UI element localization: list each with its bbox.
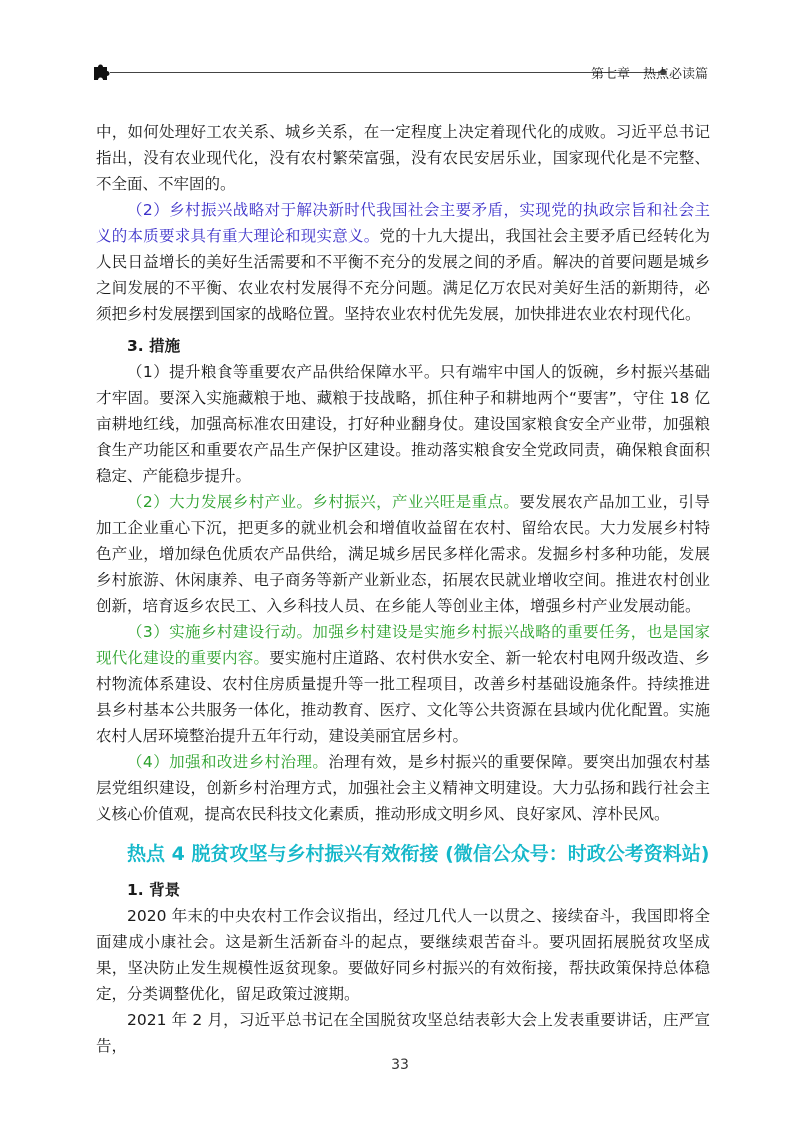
body-text: 党的十九大提出，我国社会主要矛盾已经转化为人民日益增长的美好生活需要和不平衡不充分的发展之间的矛盾。解决的首要问题是城乡之间发展的不平衡、农业农村发展得不充分问题。满足亿万农民对美好生活的新期待，必须把乡村发展摆到国家的战略位置。坚持农业农村优先发展，加快排进农业农村现代化。 [96,227,710,323]
body-text: 治理有效，是乡村振兴的重要保障。要突出加强农村基层党组织建设，创新乡村治理方式，加强社会主义精神文明建设。大力弘扬和践行社会主义核心价值观，提高农民科技文化素质，推动形成文明乡风、良好家风、淳朴民风。 [96,753,710,823]
page-header [92,62,708,82]
section-heading: 1. 背景 [127,881,181,899]
highlight-text: （3）实施乡村建设行动。加强乡村建设是实施乡村振兴战略的重要任务，也是国家现代化建设的重要内容。 [96,623,710,667]
body-text: 要实施村庄道路、农村供水安全、新一轮农村电网升级改造、乡村物流体系建设、农村住房质量提升等一批工程项目，改善乡村基础设施条件。持续推进县乡村基本公共服务一体化，推动教育、医疗、文化等公共资源在县域内优化配置。实施农村人居环境整治提升五年行动，建设美丽宜居乡村。 [96,649,710,745]
paragraph [96,197,710,327]
body-text: 要发展农产品加工业，引导加工企业重心下沉，把更多的就业机会和增值收益留在农村、留给农民。大力发展乡村特色产业，增加绿色优质农产品供给，满足城乡居民多样化需求。发掘乡村多种功能，发展乡村旅游、休闲康养、电子商务等新产业新业态，拓展农民就业增收空间。推进农村创业创新，培育返乡农民工、入乡科技人员、在乡能人等创业主体，增强乡村产业发展动能。 [96,493,710,615]
hot-topic-heading: 热点 4 脱贫攻坚与乡村振兴有效衔接 (微信公众号：时政公考资料站) [127,843,710,865]
paragraph: 2020 年末的中央农村工作会议指出，经过几代人一以贯之、接续奋斗，我国即将全面建成小康社会。这是新生活新奋斗的起点，要继续艰苦奋斗。要巩固拓展脱贫攻坚成果，坚决防止发生规模性返贫现象。要做好同乡村振兴的有效衔接，帮扶政策保持总体稳定，分类调整优化，留足政策过渡期。 [96,907,710,1003]
page-body [96,119,710,1059]
paragraph: 2021 年 2 月，习近平总书记在全国脱贫攻坚总结表彰大会上发表重要讲话，庄严宣告， [96,1011,710,1055]
paragraph [96,489,710,619]
paragraph [96,749,710,827]
paragraph: 中，如何处理好工农关系、城乡关系，在一定程度上决定着现代化的成败。习近平总书记指出，没有农业现代化，没有农村繁荣富强，没有农民安居乐业，国家现代化是不完整、不全面、不牢固的。 [96,123,710,193]
highlight-text: （2）大力发展乡村产业。乡村振兴，产业兴旺是重点。 [127,493,520,511]
highlight-text: （2）乡村振兴战略对于解决新时代我国社会主要矛盾，实现党的执政宗旨和社会主义的本质要求具有重大理论和现实意义。 [96,201,710,245]
highlight-text: （4）加强和改进乡村治理。 [127,753,329,771]
chapter-title: 第七章 热点必读篇 [590,67,708,82]
puzzle-piece-icon [92,62,112,82]
page-number: 33 [391,1057,409,1073]
paragraph [96,619,710,749]
header-rule [110,72,662,73]
paragraph: （1）提升粮食等重要农产品供给保障水平。只有端牢中国人的饭碗，乡村振兴基础才牢固。要深入实施藏粮于地、藏粮于技战略，抓住种子和耕地两个“要害”，守住 18 亿亩耕地红线，加强高标准农田建设，打好种业翻身仗。建设国家粮食安全产业带，加强粮食生产功能区和重要农产品生产保护区建设。推动落实粮食安全党政同责，确保粮食面积稳定、产能稳步提升。 [96,363,710,485]
section-heading: 3. 措施 [127,337,181,355]
